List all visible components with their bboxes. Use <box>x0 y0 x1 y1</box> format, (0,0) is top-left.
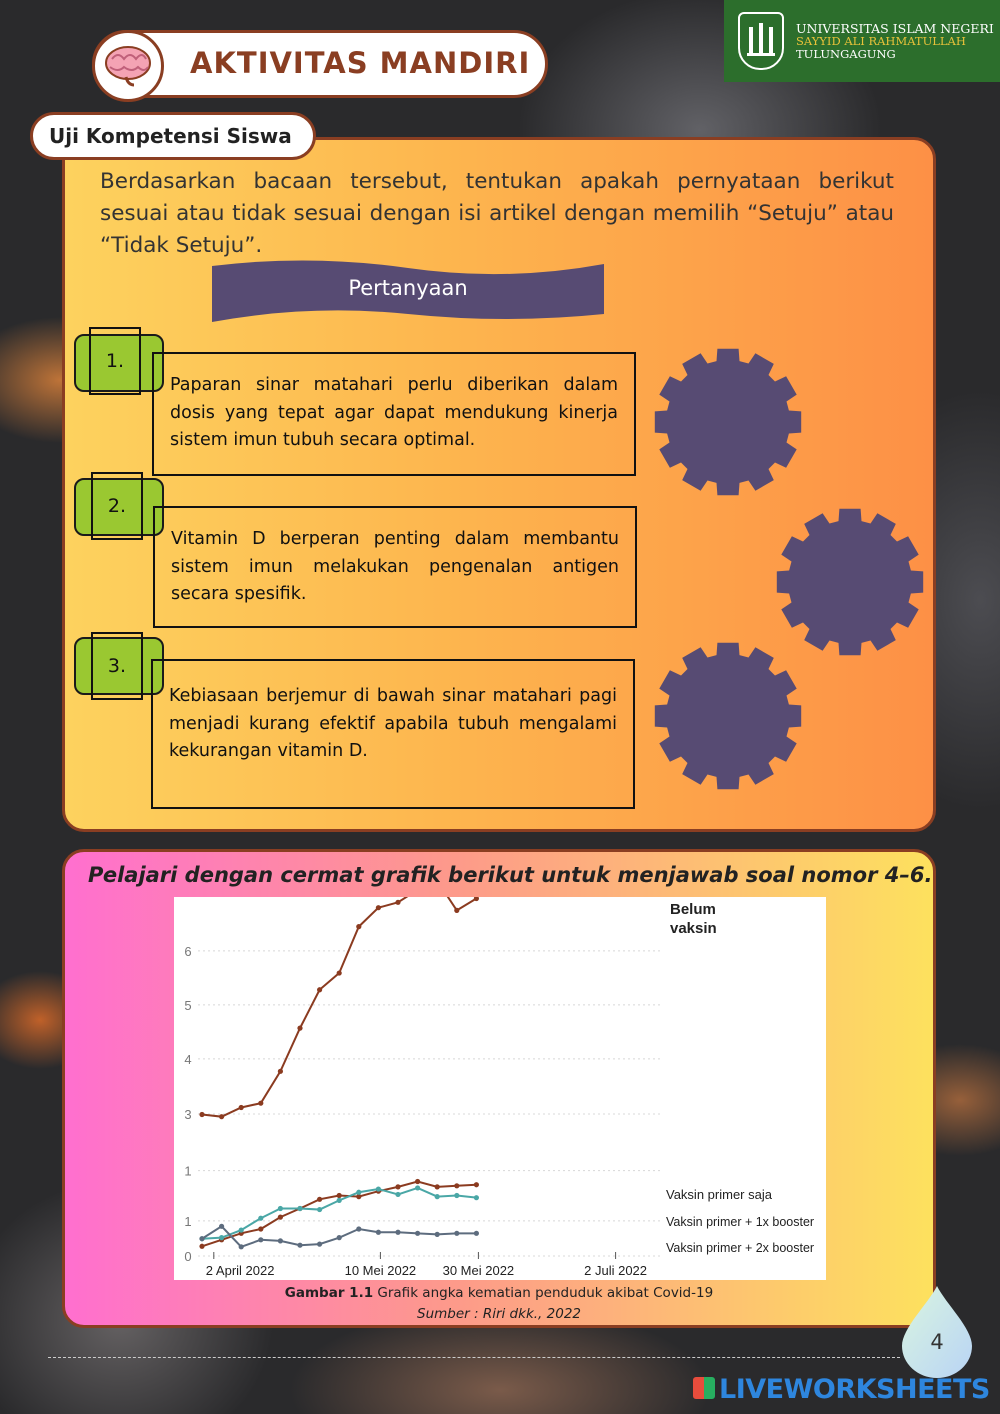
data-point <box>219 1114 224 1119</box>
data-point <box>415 1185 420 1190</box>
series-label: Vaksin primer + 2x booster <box>666 1241 815 1255</box>
data-point <box>258 1237 263 1242</box>
data-point <box>337 1198 342 1203</box>
data-point <box>435 1232 440 1237</box>
y-tick-label: 1 <box>184 1213 192 1229</box>
data-point <box>199 1236 204 1241</box>
x-tick-label: 10 Mei 2022 <box>344 1263 417 1278</box>
university-name-line2: SAYYID ALI RAHMATULLAH <box>796 33 966 48</box>
banner-label: Pertanyaan <box>348 276 468 300</box>
y-tick-label: 4 <box>184 1051 192 1067</box>
study-prompt: Pelajari dengan cermat grafik berikut untuk menjawab soal nomor 4–6. <box>88 863 933 887</box>
data-point <box>337 1235 342 1240</box>
data-point <box>278 1069 283 1074</box>
page-number: 4 <box>930 1330 944 1354</box>
question-statement-2[interactable]: Vitamin D berperan penting dalam membantu sistem imun melakukan pengenalan antigen secara spesifik. <box>153 506 637 628</box>
x-tick-label: 2 Juli 2022 <box>584 1263 648 1278</box>
data-point <box>278 1238 283 1243</box>
data-point <box>395 1184 400 1189</box>
footer-divider <box>48 1357 900 1358</box>
gear-icon[interactable] <box>774 506 926 658</box>
gear-icon[interactable] <box>652 640 804 792</box>
chart-container <box>174 897 826 1280</box>
data-point <box>356 1226 361 1231</box>
data-point <box>454 1193 459 1198</box>
y-tick-label: 0 <box>184 1249 192 1264</box>
x-tick-label: 2 April 2022 <box>205 1263 275 1278</box>
data-point <box>337 1193 342 1198</box>
data-point <box>278 1206 283 1211</box>
data-point <box>415 1179 420 1184</box>
university-emblem-icon <box>738 12 784 70</box>
data-point <box>395 1192 400 1197</box>
data-point <box>474 1195 479 1200</box>
data-point <box>297 1026 302 1031</box>
data-point <box>395 1230 400 1235</box>
series-label: Vaksin primer saja <box>666 1187 772 1202</box>
university-logo-block <box>724 0 1000 82</box>
y-tick-label: 5 <box>184 997 192 1013</box>
liveworksheets-brand[interactable] <box>693 1374 990 1405</box>
data-point <box>337 970 342 975</box>
data-point <box>474 1182 479 1187</box>
data-point <box>376 1186 381 1191</box>
data-point <box>297 1243 302 1248</box>
university-name-line1: UNIVERSITAS ISLAM NEGERI <box>796 20 994 36</box>
data-point <box>415 1231 420 1236</box>
series-line <box>202 897 476 1117</box>
data-point <box>258 1226 263 1231</box>
series-label: Vaksin primer + 1x booster <box>666 1215 815 1229</box>
y-tick-label: 1 <box>184 1163 192 1179</box>
covid-death-chart <box>174 897 826 1280</box>
data-point <box>219 1224 224 1229</box>
data-point <box>454 908 459 913</box>
y-tick-label: 3 <box>184 1106 192 1122</box>
gear-icon[interactable] <box>652 346 804 498</box>
caption-label: Gambar 1.1 <box>284 1285 374 1301</box>
data-point <box>199 1244 204 1249</box>
y-tick-label: 6 <box>184 943 192 959</box>
data-point <box>239 1227 244 1232</box>
brain-icon <box>92 30 164 102</box>
data-point <box>474 1231 479 1236</box>
data-point <box>317 1207 322 1212</box>
x-tick-label: 30 Mei 2022 <box>442 1263 515 1278</box>
data-point <box>278 1215 283 1220</box>
data-point <box>317 987 322 992</box>
data-point <box>395 900 400 905</box>
data-point <box>317 1197 322 1202</box>
university-name-line3: TULUNGAGUNG <box>796 46 896 61</box>
series-label: Belum <box>670 901 716 918</box>
liveworksheets-label: LIVEWORKSHEETS <box>719 1374 990 1405</box>
data-point <box>435 1194 440 1199</box>
data-point <box>258 1216 263 1221</box>
question-number: 3. <box>91 632 143 700</box>
data-point <box>376 905 381 910</box>
figure-caption <box>62 1285 936 1301</box>
data-point <box>239 1105 244 1110</box>
data-point <box>239 1244 244 1249</box>
question-statement-1[interactable]: Paparan sinar matahari perlu diberikan dalam dosis yang tepat agar dapat mendukung kinerja sistem imun tubuh secara optimal. <box>152 352 636 476</box>
data-point <box>376 1230 381 1235</box>
data-point <box>258 1101 263 1106</box>
data-point <box>317 1242 322 1247</box>
question-number: 2. <box>91 472 143 540</box>
data-point <box>356 924 361 929</box>
section-tab: Uji Kompetensi Siswa <box>30 112 316 160</box>
data-point <box>356 1190 361 1195</box>
figure-source: Sumber : Riri dkk., 2022 <box>417 1306 581 1322</box>
data-point <box>454 1231 459 1236</box>
data-point <box>435 1184 440 1189</box>
data-point <box>297 1206 302 1211</box>
caption-text: Grafik angka kematian penduduk akibat Covid-19 <box>373 1285 714 1301</box>
gear-shape <box>655 643 801 789</box>
gear-shape <box>655 349 801 495</box>
data-point <box>219 1235 224 1240</box>
question-number: 1. <box>89 327 141 395</box>
page-title: AKTIVITAS MANDIRI <box>190 46 531 80</box>
series-label: vaksin <box>670 920 717 937</box>
data-point <box>199 1112 204 1117</box>
gear-shape <box>777 509 923 655</box>
data-point <box>454 1183 459 1188</box>
question-statement-3[interactable]: Kebiasaan berjemur di bawah sinar matahari pagi menjadi kurang efektif apabila tubuh mengalami kekurangan vitamin D. <box>151 659 635 809</box>
liveworksheets-logo-icon <box>693 1377 715 1399</box>
instruction-text: Berdasarkan bacaan tersebut, tentukan apakah pernyataan berikut sesuai atau tidak sesuai dengan isi artikel dengan memilih “Setuju” atau “Tidak Setuju”. <box>100 169 894 258</box>
